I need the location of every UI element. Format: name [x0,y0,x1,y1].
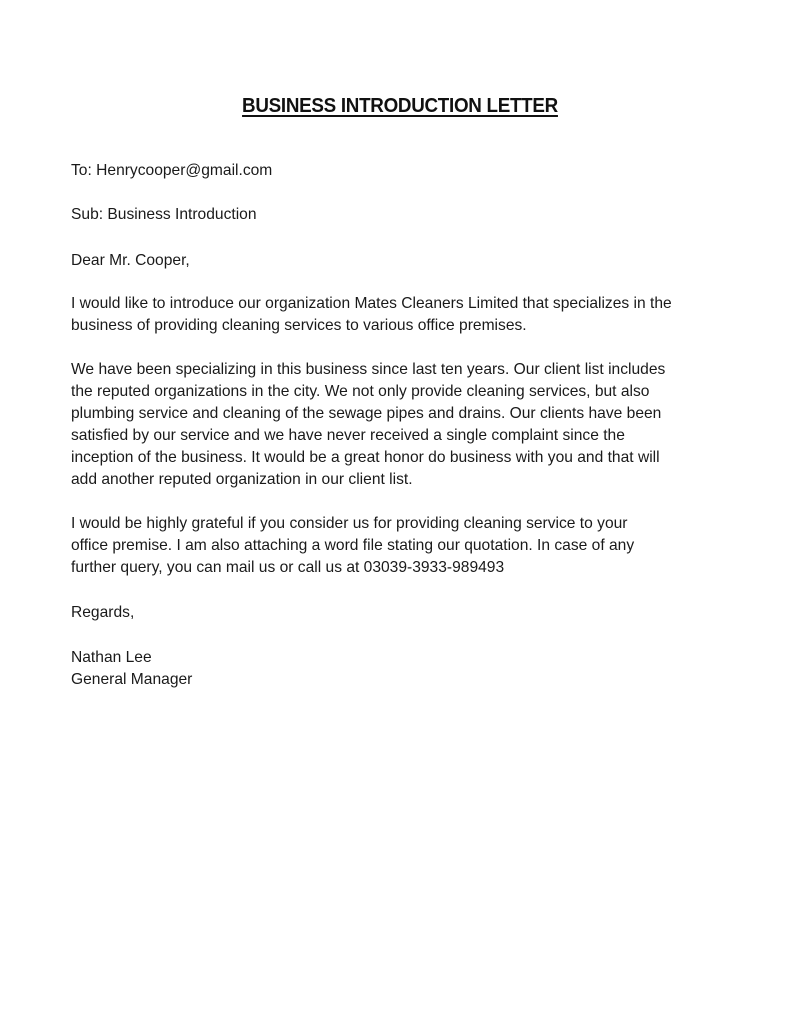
paragraph-line: We have been specializing in this business since last ten years. Our client list includes [71,361,666,378]
paragraph-line: I would like to introduce our organization Mates Cleaners Limited that specializes in the [71,295,672,312]
paragraph-line: satisfied by our service and we have never received a single complaint since the [71,427,625,444]
paragraph-line: business of providing cleaning services to various office premises. [71,317,527,334]
paragraph-request [71,513,736,579]
subject-text: Sub: Business Introduction [71,206,257,223]
subject-line [71,204,736,226]
salutation [71,250,736,272]
recipient-email: To: Henrycooper@gmail.com [71,162,273,179]
salutation-text: Dear Mr. Cooper, [71,252,190,269]
paragraph-line: the reputed organizations in the city. We not only provide cleaning services, but also [71,383,650,400]
paragraph-line: office premise. I am also attaching a word file stating our quotation. In case of any [71,537,635,554]
signer-title: General Manager [71,671,193,688]
paragraph-introduction [71,293,736,337]
recipient-line [71,160,736,182]
paragraph-line: inception of the business. It would be a great honor do business with you and that will [71,449,660,466]
closing [71,602,736,624]
paragraph-line: I would be highly grateful if you consider us for providing cleaning service to your [71,515,628,532]
paragraph-line: add another reputed organization in our client list. [71,471,413,488]
paragraph-experience [71,359,736,491]
letter-title: BUSINESS INTRODUCTION LETTER [242,95,558,117]
paragraph-line: further query, you can mail us or call us at 03039-3933-989493 [71,559,505,576]
signature-block [71,647,736,691]
paragraph-line: plumbing service and cleaning of the sewage pipes and drains. Our clients have been [71,405,662,422]
closing-text: Regards, [71,604,135,621]
signer-name: Nathan Lee [71,649,152,666]
